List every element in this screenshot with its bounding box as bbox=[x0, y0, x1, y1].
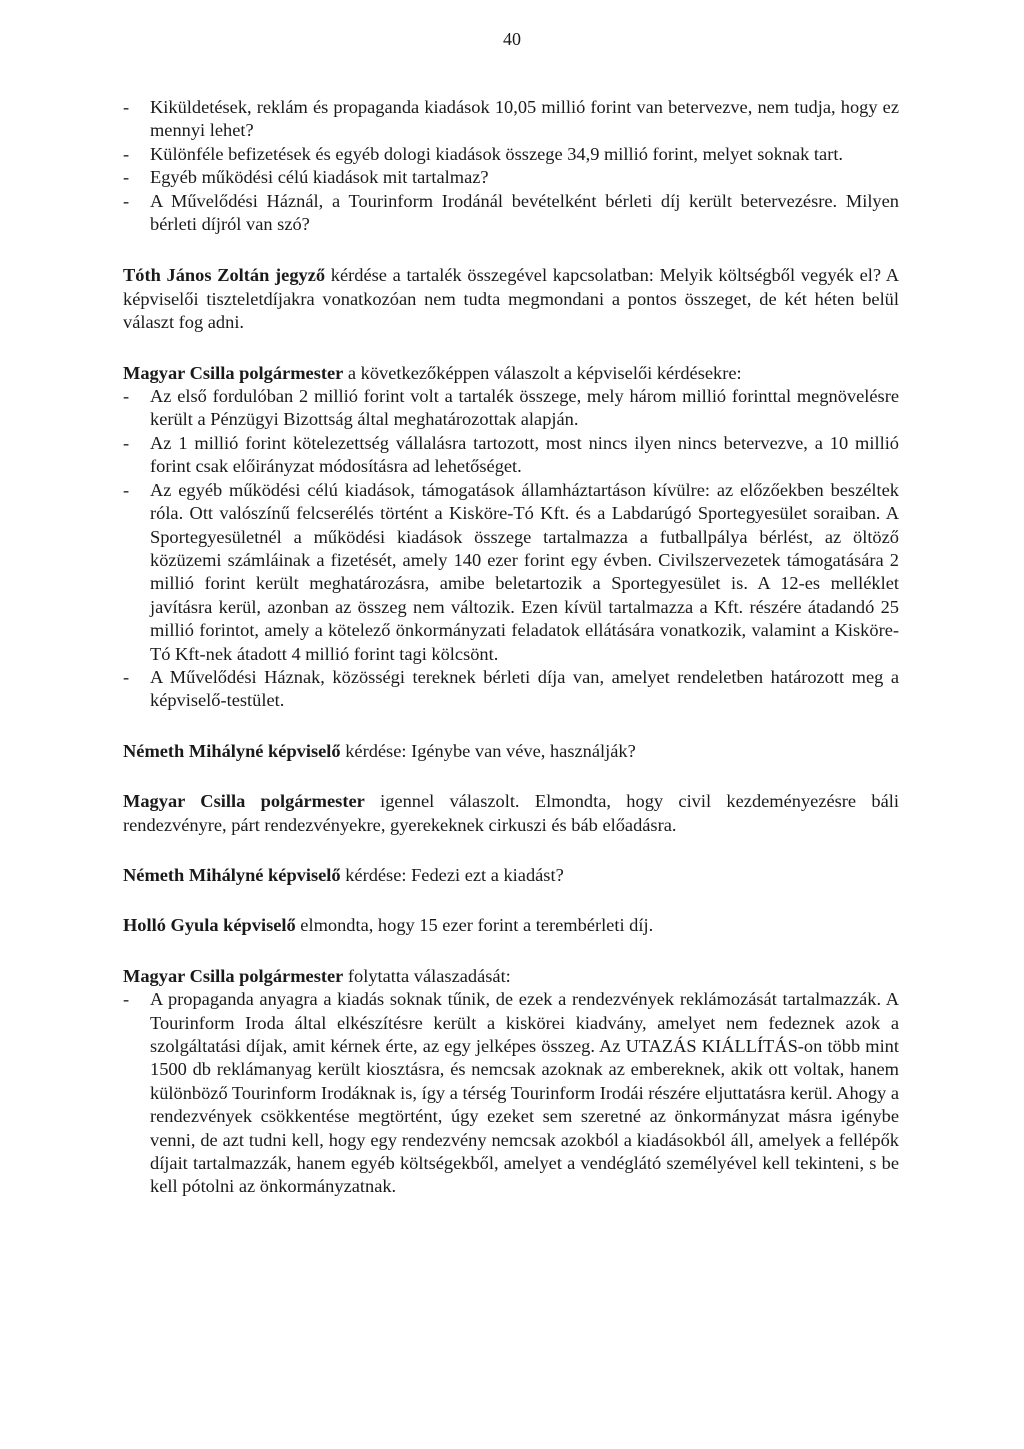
speaker-name: Németh Mihályné képviselő bbox=[123, 864, 341, 885]
paragraph-polgarmester-answer bbox=[123, 362, 899, 385]
paragraph-nemeth-question-2 bbox=[123, 864, 899, 887]
question-list bbox=[123, 96, 899, 236]
continued-answer-list bbox=[123, 988, 899, 1199]
list-item: - A propaganda anyagra a kiadás soknak tűnik, de ezek a rendezvények reklámozását tartalmazzák. A Tourinform Iroda által elkészítésre került a kiskörei kiadvány, amelyet nem fedeznek azok a szolgáltatási díjak, amit kérnek érte, az egy jelképes összeg. Az UTAZÁS KIÁLLÍTÁS-on több mint 1500 db reklámanyag került kiosztásra, és nemcsak azoknak az embereknek, akik ott voltak, hanem különböző Tourinform Irodáknak is, így a térség Tourinform Irodái részére eljuttatásra kerül. Ahogy a rendezvények csökkentése megtörtént, úgy ezeket sem szeretné az önkormányzat másra igénybe venni, de azt tudni kell, hogy egy rendezvény nemcsak azokból a kiadásokból áll, amelyek a fellépők díjait tartalmazzák, hanem egyéb költségekből, amelyet a vendéglátó személyével kell tekinteni, s be kell pótolni az önkormányzatnak. bbox=[123, 988, 899, 1199]
paragraph-text: folytatta válaszadását: bbox=[343, 965, 511, 986]
list-item: - Az egyéb működési célú kiadások, támogatások államháztartáson kívülre: az előzőekben beszéltek róla. Ott valószínű felcserélés történt a Kisköre-Tó Kft. és a Labdarúgó Sportegyesület soraiban. A Sportegyesületnél a működési kiadások összege tartalmazza a futballpálya bérlést, az öltöző közüzemi számláinak a fizetését, amely 140 ezer forint egy évben. Civilszervezetek támogatására 2 millió forint került meghatározásra, amibe beletartozik a Sportegyesület is. A 12-es melléklet javításra kerül, azonban az összeg nem változik. Ezen kívül tartalmazza a Kft. részére átadandó 25 millió forintot, amely a kötelező önkormányzati feladatok ellátására vonatkozik, valamint a Kisköre-Tó Kft-nek átadott 4 millió forint tagi kölcsönt. bbox=[123, 479, 899, 666]
paragraph-polgarmester-reply bbox=[123, 790, 899, 837]
list-item: - A Művelődési Háznál, a Tourinform Irodánál bevételként bérleti díj került betervezésre. Milyen bérleti díjról van szó? bbox=[123, 190, 899, 237]
list-item: - A Művelődési Háznak, közösségi tereknek bérleti díja van, amelyet rendeletben határozott meg a képviselő-testület. bbox=[123, 666, 899, 713]
speaker-name: Németh Mihályné képviselő bbox=[123, 740, 341, 761]
paragraph-text: kérdése a tartalék összegével kapcsolatban: Melyik költségből vegyék el? A képviselői tiszteletdíjakra vonatkozóan nem tudta megmondani a pontos összeget, de két héten belül választ fog adni. bbox=[123, 265, 899, 333]
list-item: - Kiküldetések, reklám és propaganda kiadások 10,05 millió forint van betervezve, nem tudja, hogy ez mennyi lehet? bbox=[123, 96, 899, 143]
paragraph-polgarmester-continued bbox=[123, 965, 899, 988]
paragraph-nemeth-question-1 bbox=[123, 740, 899, 763]
list-item: - Különféle befizetések és egyéb dologi kiadások összege 34,9 millió forint, melyet soknak tart. bbox=[123, 143, 899, 166]
answer-list bbox=[123, 385, 899, 713]
paragraph-text: elmondta, hogy 15 ezer forint a terembérleti díj. bbox=[295, 915, 654, 936]
speaker-name: Magyar Csilla polgármester bbox=[123, 362, 344, 383]
paragraph-text: kérdése: Fedezi ezt a kiadást? bbox=[340, 864, 564, 885]
paragraph-hollo bbox=[123, 914, 899, 937]
speaker-name: Tóth János Zoltán jegyző bbox=[123, 265, 326, 286]
paragraph-text: kérdése: Igénybe van véve, használják? bbox=[340, 740, 636, 761]
page-number: 40 bbox=[503, 29, 521, 49]
paragraph-text: igennel válaszolt. Elmondta, hogy civil kezdeményezésre báli rendezvényre, párt rendezvényekre, gyerekeknek cirkuszi és báb előadásra. bbox=[123, 791, 900, 835]
speaker-name: Magyar Csilla polgármester bbox=[123, 791, 365, 812]
document-body bbox=[123, 96, 899, 1199]
paragraph-text: a következőképpen válaszolt a képviselői kérdésekre: bbox=[343, 362, 742, 383]
paragraph-jegyzo bbox=[123, 264, 899, 334]
list-item: - Az 1 millió forint kötelezettség vállalásra tartozott, most nincs ilyen nincs betervezve, a 10 millió forint csak előirányzat módosításra ad lehetőséget. bbox=[123, 432, 899, 479]
list-item: - Egyéb működési célú kiadások mit tartalmaz? bbox=[123, 166, 899, 189]
speaker-name: Holló Gyula képviselő bbox=[123, 915, 296, 936]
speaker-name: Magyar Csilla polgármester bbox=[123, 965, 344, 986]
list-item: - Az első fordulóban 2 millió forint volt a tartalék összege, mely három millió forinttal megnövelésre került a Pénzügyi Bizottság által meghatározottak alapján. bbox=[123, 385, 899, 432]
